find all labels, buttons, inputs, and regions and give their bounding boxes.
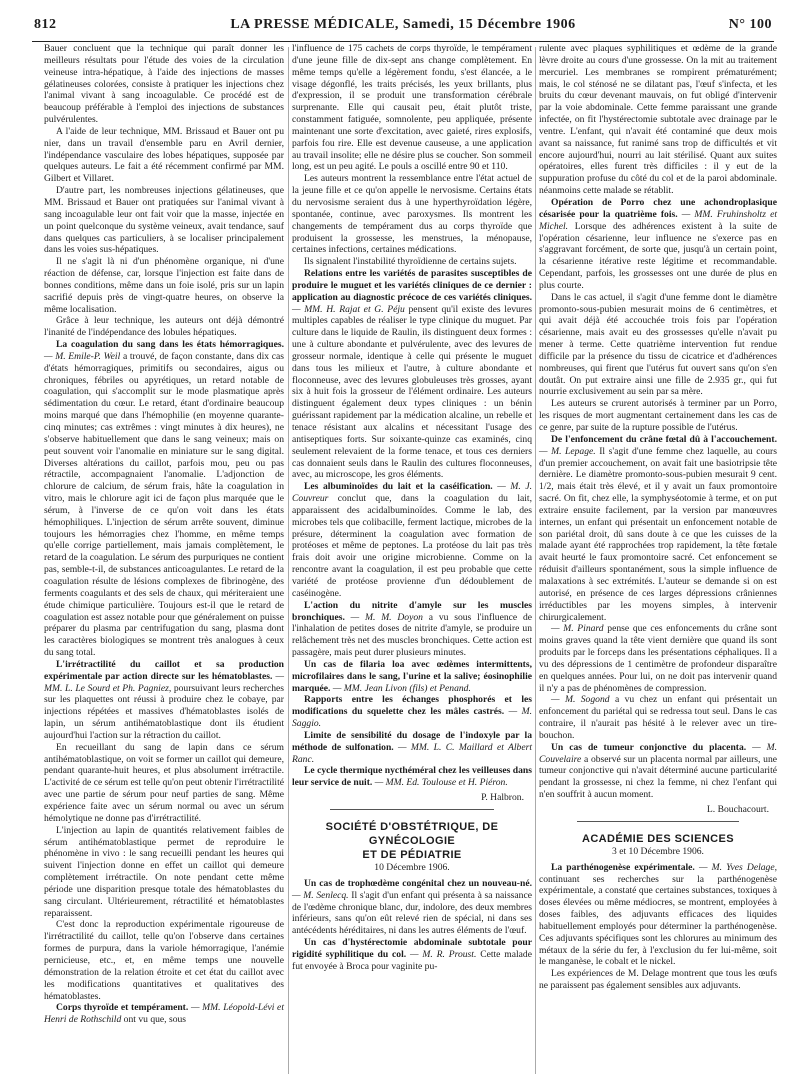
journal-title: LA PRESSE MÉDICALE, Samedi, 15 Décembre 1906 [230, 17, 576, 32]
section-heading-line: ET DE PÉDIATRIE [362, 849, 462, 861]
paragraph [44, 126, 284, 185]
paragraph-text: Les auteurs se crurent autorisés à terminer par un Porro, les risques de mort augmentant certainement dans les cas de ce genre, par suite de la rupture possible de l'utérus. [539, 398, 777, 433]
paragraph-heading: Un cas de trophœdème congénital chez un nouveau-né. [304, 877, 532, 889]
paragraph-text: Lorsque des adhérences existent à la suite de l'opération césarienne, leur influence ne s'exerce pas en s'aggravant forcément, de sorte que, jusqu'à un certain point, la césarienne itérative reste légitime et recommandable. Cependant, parfois, les grossesses ont une durée de plus en plus courte. [539, 220, 777, 291]
paragraph-authors: — M. M. Doyon [344, 611, 423, 623]
paragraph-authors: — MM. L. Le Sourd et Ph. Pagniez, [44, 670, 284, 694]
paragraph-heading: L'action du nitrite d'amyle sur les muscles bronchiques. [292, 599, 532, 623]
paragraph-heading: Un cas d'hystérectomie abdominale subtotale pour rigidité syphilitique du col. [292, 937, 532, 960]
paragraph-text: conclut que, dans la coagulation du lait, apparaissent des acidalbuminoïdes. Comme le lab, des microbes tels que colibacille, ferment lactique, microbes de la présure, déterminent la coagulation avec formation de protéoses et même de peptones. La protéose du lait pas très frais doit avoir une origine microbienne. Comme on la rencontre avant la coagulation, il est peu probable que cette variété de protéose provienne d'un dédoublement de caséinogène. [292, 493, 532, 599]
paragraph-authors: — M. Couvelaire [539, 741, 777, 765]
page-header [32, 17, 774, 42]
paragraph-authors: — M. Saggio. [292, 706, 533, 730]
paragraph [44, 339, 284, 659]
paragraph-authors: — MM. Léopold-Lévi et Henri de Rothschild [44, 1002, 284, 1026]
paragraph-authors: — MM. Jean Livon (fils) et Penand. [330, 682, 471, 694]
paragraph-authors: — MM. L. C. Maillard et Albert Ranc. [292, 741, 533, 765]
paragraph-text: pensent qu'il existe des levures multiples capables de réaliser le type clinique du muguet. Par culture dans le liquide de Raulin, ils distinguent deux formes : une à culture abondante et pulvérulente, avec des levures de grosseur normale, identique à celle qui présente le muguet dans tous les milieux et l'autre, à culture abondante et floconneuse, avec des levures globuleuses très grosses, ayant six à huit fois la grosseur de l'élément ordinaire. Les auteurs distinguent également deux types cliniques : un bénin guérissant rapidement par la médication alcaline, un rebelle et tenace résistant aux alcalins et nécessitant l'usage des antiseptiques forts. Sur soixante-quinze cas examinés, cinq seulement relevaient de la forme tenace, et tous ces derniers cas donnaient seuls dans le Raulin des cultures floconneuses, avec, au microscope, les gros éléments. [292, 303, 532, 481]
signature: P. Halbron. [481, 792, 524, 804]
paragraph [292, 268, 532, 481]
paragraph [292, 600, 532, 659]
paragraph [292, 43, 532, 173]
paragraph-text: Il ne s'agit là ni d'un phénomène organique, ni d'une réaction de défense, car, lorsque l'injection est faite dans de bonnes conditions, même dans un foie isolé, pris sur un lapin sacrifié depuis près de vingt-quatre heures, on observe la même localisation. [44, 256, 284, 315]
page-number: 812 [34, 17, 57, 32]
paragraph-text: poursuivant leurs recherches sur les plaquettes ont réussi à produire chez le cobaye, par injections répétées et massives d'hématoblastes isolés de lapin, un sérum antihématoblastique dont ils étudient aujourd'hui l'action sur la rétraction du caillot. [44, 682, 284, 741]
paragraph-authors: — M. Sogond [551, 694, 610, 706]
paragraph [539, 434, 777, 624]
paragraph-heading: Un cas de tumeur conjonctive du placenta. [551, 741, 747, 753]
paragraph-heading: La coagulation du sang dans les états hémorragiques. [56, 339, 284, 351]
paragraph-text: Les expériences de M. Delage montrent que tous les œufs ne paraissent pas également sensibles aux adjuvants. [539, 968, 777, 992]
paragraph-authors: — M. J. Couvreur [292, 481, 532, 505]
paragraph-authors: — MM. Fruhinsholtz et Michel. [539, 208, 777, 232]
paragraph [292, 659, 532, 695]
paragraph-heading: Rapports entre les échanges phosphorés et les modifications du squelette chez les mâles castrés. [292, 694, 532, 718]
paragraph [44, 256, 284, 315]
paragraph-authors: — M. Emile-P. Weil [44, 350, 121, 362]
paragraph-authors: — MM. H. Rajat et G. Péju [292, 303, 405, 315]
column-rule [535, 47, 536, 1074]
section-text [292, 878, 532, 973]
paragraph-heading: Le cycle thermique nycthéméral chez les veilleuses dans leur service de nuit. [292, 765, 532, 789]
paragraph [539, 694, 777, 741]
paragraph-text: Cette malade fut envoyée à Broca pour vaginite pu- [292, 948, 532, 972]
paragraph-text: C'est donc la reproduction expérimentale rigoureuse de l'irrétractilité du caillot, telle qu'on l'observe dans certaines formes de purpura, dans la variole hémorragique, l'anémie pernicieuse, etc., et, en même temps une nouvelle démonstration de la relation étroite et cet état du caillot avec les modifications quantitatives et qualitatives des hématoblastes. [44, 919, 284, 1002]
paragraph [292, 937, 532, 973]
paragraph [44, 659, 284, 742]
paragraph-text: Il s'agit d'une femme chez laquelle, au cours d'un premier accouchement, on avait fait une basiotripsie tête dernière. Le diamètre promonto-sous-pubien mesurait 9 cent. 1/2, mais était très élevé, et il y avait un faux promontoire sacré. On fit, chez elle, la symphyséotomie à terme, et on put extraire ensuite facilement, par la version par manœuvres internes, un enfant qui présentait un enfoncement notable de son pariétal droit, dû sans doute à ce que les cuisses de la malade ayant été rapprochées trop rapidement, la tête fœtale avait heurté le faux promontoire sacré. Cet enfoncement se réduisit d'ailleurs spontanément, sous la simple influence de malaxations à sec extrémités. L'auteur se demande si on est autorisé, en présence de ces larges dépressions crâniennes irréductibles par les moyens simples, à intervenir chirurgicalement. [539, 445, 777, 623]
section-divider [330, 809, 494, 810]
section-heading: ACADÉMIE DES SCIENCES [581, 832, 735, 845]
paragraph-text: En recueillant du sang de lapin dans ce sérum antihématoblastique, on voit se former un caillot qui demeure, pendant quarante-huit heures, et plus absolument irrétractile. L'activité de ce sérum est telle qu'on peut obtenir l'irrétractilité avec une partie de sérum pour neuf parties de sang. Même expérience faite avec un sérum normal ou avec un sérum hémolytique ne donne pas d'irrétractilité. [44, 741, 284, 824]
paragraph-text: Les auteurs montrent la ressemblance entre l'état actuel de la jeune fille et ce qu'on appelle le nervosisme. Certains états du nervosisme seraient dus à une hyperthyroïdation légère, spontanée, continue, avec paroxysmes. Ils montrent les changements de tempérament dus au corps thyroïde que produisent la grossesse, les menstrues, la ménopause, certaines infections, certaines médications. [292, 173, 532, 256]
paragraph-text: a vu chez un enfant qui présentait un enfoncement du pariétal qui se redressa tout seul. Dans le cas contraire, il n'aurait pas hésité à le relever avec un tire-bouchon. [539, 694, 778, 741]
section-date: 3 et 10 Décembre 1906. [612, 845, 704, 857]
paragraph-text: ont vu que, sous [121, 1014, 187, 1026]
section-divider [577, 821, 739, 822]
paragraph [292, 256, 532, 268]
paragraph [44, 825, 284, 920]
paragraph-heading: Les albuminoïdes du lait et la caséification. [304, 481, 493, 493]
column-3-text [539, 43, 777, 801]
column-2-text [292, 43, 532, 789]
column-1 [44, 43, 284, 1026]
paragraph-heading: De l'enfoncement du crâne fœtal dû à l'accouchement. [551, 433, 777, 445]
paragraph-text: Il s'agit d'un enfant qui présenta à sa naissance de l'œdème chronique blanc, dur, indolore, des deux membres inférieurs, sans qu'on eût relevé rien de spécial, ni dans ses antécédents héréditaires, ni dans les autres éléments de l'œuf. [292, 889, 532, 937]
section-date: 10 Décembre 1906. [374, 862, 450, 873]
paragraph-authors: — M. Senlecq. [292, 889, 349, 901]
paragraph-text: l'influence de 175 cachets de corps thyroïde, le tempérament d'une jeune fille de dix-sept ans change complètement. En même temps qu'elle a légèrement fondu, s'est élancée, a le visage dégonflé, les traits précisés, les yeux brillants, plus d'expression, il se produit une transformation cérébrale surprenante. Elle qui causait peu, était plutôt triste, constamment fatiguée, somnolente, peu appliquée, présente maintenant une sorte d'excitation, avec gaieté, rires explosifs, parfois fou rire. Elle est devenue causeuse, a une application au travail insolite; elle ne désire plus se coucher. Son sommeil long, est un peu agité. Le pouls a oscillé entre 90 et 110. [292, 43, 532, 173]
paragraph-heading: Un cas de filaria loa avec œdèmes intermittents, microfilaires dans le sang, l'urine et la salive; éosinophilie marquée. [292, 658, 532, 694]
paragraph [292, 878, 532, 937]
paragraph-heading: Limite de sensibilité du dosage de l'indoxyle par la méthode de sulfonation. [292, 729, 532, 753]
paragraph-text: D'autre part, les nombreuses injections gélatineuses, que MM. Brissaud et Bauer ont pratiquées sur l'animal vivant à sang incoagulable leur ont fait voir que la masse, injectée en un point quelconque du système veineux, avait tendance, sauf dans quelques cas particuliers, à se localiser principalement dans les voies sus-hépatiques. [44, 185, 284, 256]
paragraph [292, 765, 532, 789]
section-text [539, 862, 777, 992]
section-heading-line: SOCIÉTÉ D'OBSTÉTRIQUE, DE GYNÉCOLOGIE [325, 821, 499, 847]
paragraph [292, 730, 532, 766]
paragraph-heading: Corps thyroïde et tempérament. [56, 1002, 189, 1014]
paragraph [292, 481, 532, 599]
paragraph-text: pense que ces enfoncements du crâne sont moins graves quand la tête vient dernière que quand ils sont produits par le forceps dans les présentations céphaliques. Il a vu des dépressions de 1 centimètre de profondeur disparaître en quelques années. Pour lui, on ne doit pas intervenir quand il n'y a pas de phénomènes de compression. [539, 623, 777, 694]
paragraph [44, 315, 284, 339]
paragraph [292, 173, 532, 256]
paragraph [539, 43, 777, 197]
paragraph-text: A l'aide de leur technique, MM. Brissaud et Bauer ont pu nier, dans un travail d'ensemble paru en Avril dernier, l'indépendance vasculaire des lobes hépatiques, supposée par quelques auteurs. Le fait a été récemment confirmé par MM. Gilbert et Villaret. [44, 125, 284, 185]
paragraph [44, 43, 284, 126]
column-rule [288, 47, 289, 1074]
section-heading [292, 820, 532, 862]
paragraph [44, 742, 284, 825]
paragraph [539, 292, 777, 399]
paragraph-text: Dans le cas actuel, il s'agit d'une femme dont le diamètre promonto-sous-pubien mesurait moins de 6 centimètres, et qui avait déjà été accouchée trois fois par l'opération césarienne, mais avait eu des grossesses qu'elle n'avait pu mener à terme. Cette quatrième intervention fut rendue difficile par la présence du tissu de cicatrice et d'adhérences nombreuses, qui firent que l'utérus fut ouvert sans qu'on s'en doutât. On put extraire ainsi une fille de 2.935 gr., qui fut nourrie exclusivement au sein par sa mère. [539, 291, 777, 398]
paragraph-text: rulente avec plaques syphilitiques et œdème de la grande lèvre droite au cours d'une grossesse. On la mit au traitement mercuriel. Les membranes se rompirent prématurément; mais, le col sténosé ne se dilatant pas, l'œuf s'infecta, et les bruits du cœur devenant mauvais, on fut obligé d'intervenir par la voie abdominale. Cette femme paraissant une grande infectée, on fit l'hystérectomie subtotale avec drainage par le ventre. L'enfant, qui n'avait été contaminé que deux mois avant sa naissance, fut ranimé sans trop de difficultés et vit encore aujourd'hui, nourri au lait stérilisé. Quant aux suites opératoires, elles furent très difficiles : il y eut de la suppuration profuse du côté du col et de la paroi abdominale. néanmoins cette malade se rétablit. [539, 43, 777, 197]
paragraph-heading: La parthénogenèse expérimentale. [551, 861, 695, 873]
paragraph-heading: Relations entre les variétés de parasites susceptibles de produire le muguet et les variétés cliniques de ce dernier : application au diagnostic précoce de ces variétés cliniques. [292, 268, 532, 303]
paragraph-text: continuant ses recherches sur la parthénogenèse expérimentale, a constaté que certaines substances, toxiques à doses élevées ou même médiocres, se montrent, employées à doses faibles, des adjuvants efficaces des liquides habituellement employés pour déterminer la parthénogenèse. Ces adjuvants spécifiques sont les chlorures au minimum des métaux de la série du fer, à l'exclusion du fer lui-même, soit le manganèse, le cobalt et le nickel. [539, 873, 777, 968]
paragraph-authors: — M. Lepage. [539, 445, 596, 457]
paragraph-text: Bauer concluent que la technique qui paraît donner les meilleurs résultats pour l'étude des voies de la circulation veineuse intra-hépatique, à l'aide des injections de masses gélatineuses colorées, consiste à pratiquer les injections chez l'animal vivant à sang incoagulable. Ce procédé est de beaucoup préférable à l'emploi des injections de substances pulvérulentes. [44, 43, 284, 126]
paragraph [44, 1002, 284, 1026]
paragraph [539, 197, 777, 292]
paragraph [44, 185, 284, 256]
paragraph-text: a observé sur un placenta normal par ailleurs, une tumeur conjonctive qui n'avait déterminé aucune particularité pendant la grossesse, ni chez la femme, ni chez l'enfant qui n'en souffrit à aucun moment. [539, 753, 777, 801]
issue-number: N° 100 [728, 17, 772, 32]
paragraph [539, 742, 777, 801]
paragraph-heading: Opération de Porro chez une achondroplasique césarisée pour la quatrième fois. [539, 196, 777, 220]
paragraph-heading: L'irrétractilité du caillot et sa production expérimentale par action directe sur les hématoblastes. [44, 658, 284, 682]
paragraph-authors: — M. Yves Delage, [694, 861, 777, 873]
paragraph [539, 398, 777, 434]
paragraph [44, 919, 284, 1002]
paragraph-text: Ils signalent l'instabilité thyroïdienne de certains sujets. [304, 256, 517, 268]
paragraph [292, 694, 532, 730]
paragraph [539, 862, 777, 969]
column-2 [292, 43, 532, 973]
paragraph-authors: — M. R. Proust. [406, 948, 477, 960]
paragraph-text: a vu sous l'influence de l'inhalation de petites doses de nitrite d'amyle, se produire un relâchement très net des muscles bronchiques. Cette action est passagère, mais peut durer plusieurs minutes. [292, 611, 533, 659]
paragraph-text: a trouvé, de façon constante, dans dix cas d'états hémorragiques, primitifs ou secondaires, aigus ou chroniques, fébriles ou apyrétiques, un retard notable de coagulation, qui s'accomplit sur le mode plasmatique après sédimentation du cœur. Le retard, étant d'ordinaire beaucoup moins marqué que dans l'hémophilie (en moyenne quarante-cinq minutes; cas extrêmes : vingt minutes à dix heures), ne s'observe habituellement que dans le sang veineux; mais on peut souvent voir l'anomalie en miniature sur le sang digital. Diverses altérations du caillot, parfois mou, peu ou pas rétractile, accompagnaient l'anomalie. L'adjonction de chlorure de calcium, de sérum frais, hâte la coagulation in vitro, mais le chlorure agit ici de façon plus marquée que le sérum, à l'inverse de ce qu'on voit dans les états hémophiliques. L'injection de sérum arrête souvent, diminue toujours les hémorragies chez l'homme, en même temps qu'elle corrige partiellement, mais jamais complètement, le retard de la coagulation. Le sérum des purpuriques ne contient pas, semble-t-il, de substances anticoagulantes. Le retard de la coagulation résulte de lésions complexes de fibrinogène, des ferments coagulants et des sels de chaux, qui mériteraient une étude chimique particulière. Toujours est-il que le retard de coagulation est assez notable pour que généralement on puisse préparer du plasma par centrifugation du sang, plasma dont les caractères biologiques se montrent très analogues à ceux du sang total. [44, 350, 284, 659]
paragraph [539, 968, 777, 992]
signature: L. Bouchacourt. [706, 804, 769, 815]
paragraph-text: L'injection au lapin de quantités relativement faibles de sérum antihématoblastique permet de reproduire le phénomène in vivo : le sang recueilli pendant les heures qui suivent l'injection donne en effet un caillot qui demeure complètement irrétractile. On note pendant cette même période une disparition presque totale des hématoblastes du sang circulant. Ultérieurement, rétractilité et hématoblastes reparaissent. [44, 824, 284, 919]
paragraph-authors: — MM. Ed. Toulouse et H. Piéron. [372, 777, 508, 789]
paragraph-text: Grâce à leur technique, les auteurs ont déjà démontré l'inanité de l'indépendance des lobules hépatiques. [44, 315, 284, 339]
column-3 [539, 43, 777, 992]
paragraph-authors: — M. Pinard [551, 623, 604, 635]
paragraph [539, 623, 777, 694]
